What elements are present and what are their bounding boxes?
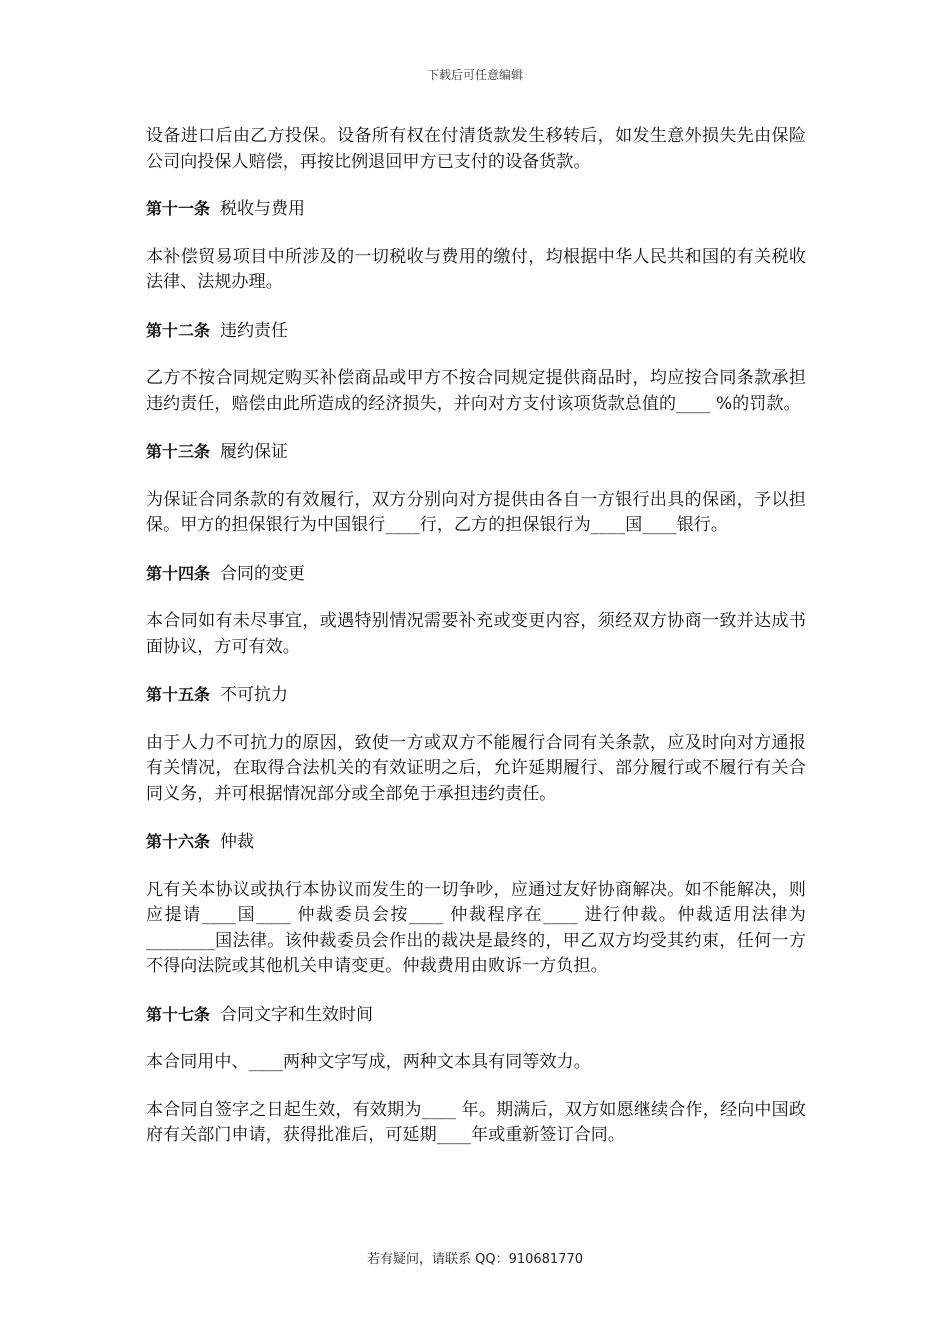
article-number: 第十三条 xyxy=(146,442,211,461)
article-heading-11 xyxy=(146,196,806,223)
article-title: 合同文字和生效时间 xyxy=(220,1004,374,1025)
paragraph: 本合同如有未尽事宜，或遇特别情况需要补充或变更内容，须经双方协商一致并达成书面协议，方可有效。 xyxy=(146,611,806,657)
article-title: 仲裁 xyxy=(220,832,255,852)
paragraph: 为保证合同条款的有效履行，双方分别向对方提供由各自一方银行出具的保函，予以担保。甲方的担保银行为中国银行____行，乙方的担保银行为____国____银行。 xyxy=(146,489,806,535)
article-number: 第十四条 xyxy=(146,563,211,583)
paragraph: 本合同用中、____两种文字写成，两种文本具有同等效力。 xyxy=(146,1052,591,1072)
page-header: 下载后可任意编辑 xyxy=(426,68,523,82)
article-number: 第十一条 xyxy=(146,199,211,218)
article-title: 履约保证 xyxy=(220,442,289,462)
paragraph: 乙方不按合同规定购买补偿商品或甲方不按合同规定提供商品时，均应按合同条款承担违约责任，赔偿由此所造成的经济损失，并向对方支付该项货款总值的____ %的罚款。 xyxy=(146,368,806,414)
paragraph: 本合同自签字之日起生效，有效期为____ 年。期满后，双方如愿继续合作，经向中国政府有关部门申请，获得批准后，可延期____年或重新签订合同。 xyxy=(146,1099,806,1145)
article-number: 第十六条 xyxy=(146,832,211,851)
article-number: 第十二条 xyxy=(146,320,211,340)
paragraph: 本补偿贸易项目中所涉及的一切税收与费用的缴付，均根据中华人民共和国的有关税收法律、法规办理。 xyxy=(146,246,806,292)
article-number: 第十五条 xyxy=(146,685,211,704)
article-title: 税收与费用 xyxy=(220,199,306,219)
paragraph: 设备进口后由乙方投保。设备所有权在付清货款发生移转后，如发生意外损失先由保险公司向投保人赔偿，再按比例退回甲方已支付的设备货款。 xyxy=(146,126,806,172)
document-body xyxy=(146,124,806,1171)
article-heading-12 xyxy=(146,318,806,345)
article-title: 违约责任 xyxy=(220,320,289,341)
paragraph: 由于人力不可抗力的原因，致使一方或双方不能履行合同有关条款，应及时向对方通报有关情况，在取得合法机关的有效证明之后，允许延期履行、部分履行或不履行有关合同义务，并可根据情况部分或全部免于承担违约责任。 xyxy=(146,732,806,804)
article-heading-17 xyxy=(146,1002,806,1029)
article-number: 第十七条 xyxy=(146,1004,211,1024)
article-title: 不可抗力 xyxy=(220,685,289,705)
article-heading-14 xyxy=(146,561,806,588)
article-heading-16 xyxy=(146,829,806,856)
page-footer: 若有疑问，请联系 QQ：910681770 xyxy=(366,1252,584,1267)
article-heading-15 xyxy=(146,682,806,709)
article-title: 合同的变更 xyxy=(220,563,306,584)
article-heading-13 xyxy=(146,439,806,466)
paragraph: 凡有关本协议或执行本协议而发生的一切争吵，应通过友好协商解决。如不能解决，则应提请____国____ 仲裁委员会按____ 仲裁程序在____ 进行仲裁。仲裁适用法律为________国法律。该仲裁委员会作出的裁决是最终的，甲乙双方均受其约束，任何一方不得向法院或其他机关申请变更。仲裁费用由败诉一方负担。 xyxy=(146,879,806,976)
